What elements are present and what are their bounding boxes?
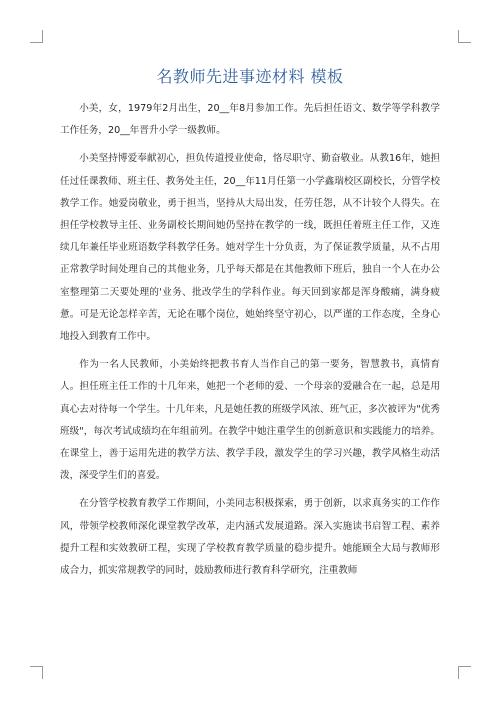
- crop-mark-bottom-right: [458, 666, 471, 679]
- document-title: 名教师先进事迹材料 模板: [156, 67, 344, 86]
- crop-mark-top-right: [458, 30, 471, 43]
- crop-mark-top-left: [30, 30, 43, 43]
- paragraph-2: 小美坚持博爱奉献初心，担负传道授业使命，恪尽职守、勤奋敬业。从教16年，她担任过任课教师、班主任、教务处主任，20__年11月任第一小学鑫瑞校区副校长，分管学校教学工作。她爱岗敬业，勇于担当，坚持从大局出发，任劳任怨，从不计较个人得失。在担任学校教导主任、业务副校长期间她仍坚持在教学的一线，既担任着班主任工作，又连续几年兼任毕业班语数学科教学任务。她对学生十分负责，为了保证教学质量，从不占用正常教学时间处理自己的其他业务，几乎每天都是在其他教师下班后，独自一个人在办公室整理第二天要处理的'业务、批改学生的学科作业。每天回到家都是浑身酸痛，满身疲惫。可是无论怎样辛苦，无论在哪个岗位，她始终坚守初心，以严谨的工作态度，全身心地投入到教育工作中。: [60, 153, 440, 343]
- paragraph-3: 作为一名人民教师，小美始终把教书育人当作自己的第一要务，智慧教书，真情育人。担任班主任工作的十几年来，她把一个老师的爱、一个母亲的爱融合在一起，总是用真心去对待每一个学生。十几年来，凡是她任教的班级学风浓、班气正，多次被评为"优秀班级"，每次考试成绩均在年组前列。在教学中她注重学生的创新意识和实践能力的培养。在课堂上，善于运用先进的教学方法、教学手段，激发学生的学习兴趣，教学风格生动活泼，深受学生们的喜爱。: [60, 359, 440, 482]
- crop-mark-bottom-left: [30, 666, 43, 679]
- paragraph-1: 小美，女，1979年2月出生，20__年8月参加工作。先后担任语文、数学等学科教学工作任务，20__年晋升小学一级教师。: [60, 103, 440, 137]
- paragraph-4: 在分管学校教育教学工作期间，小美同志积极探索，勇于创新，以求真务实的工作作风，带领学校教师深化课堂教学改革，走内涵式发展道路。深入实施读书启智工程、素养提升工程和实效教研工程，实现了学校教育教学质量的稳步提升。她能顾全大局与教师形成合力，抓实常规教学的同时，鼓励教师进行教育科学研究，注重教师: [60, 498, 440, 577]
- document-body: [60, 98, 440, 588]
